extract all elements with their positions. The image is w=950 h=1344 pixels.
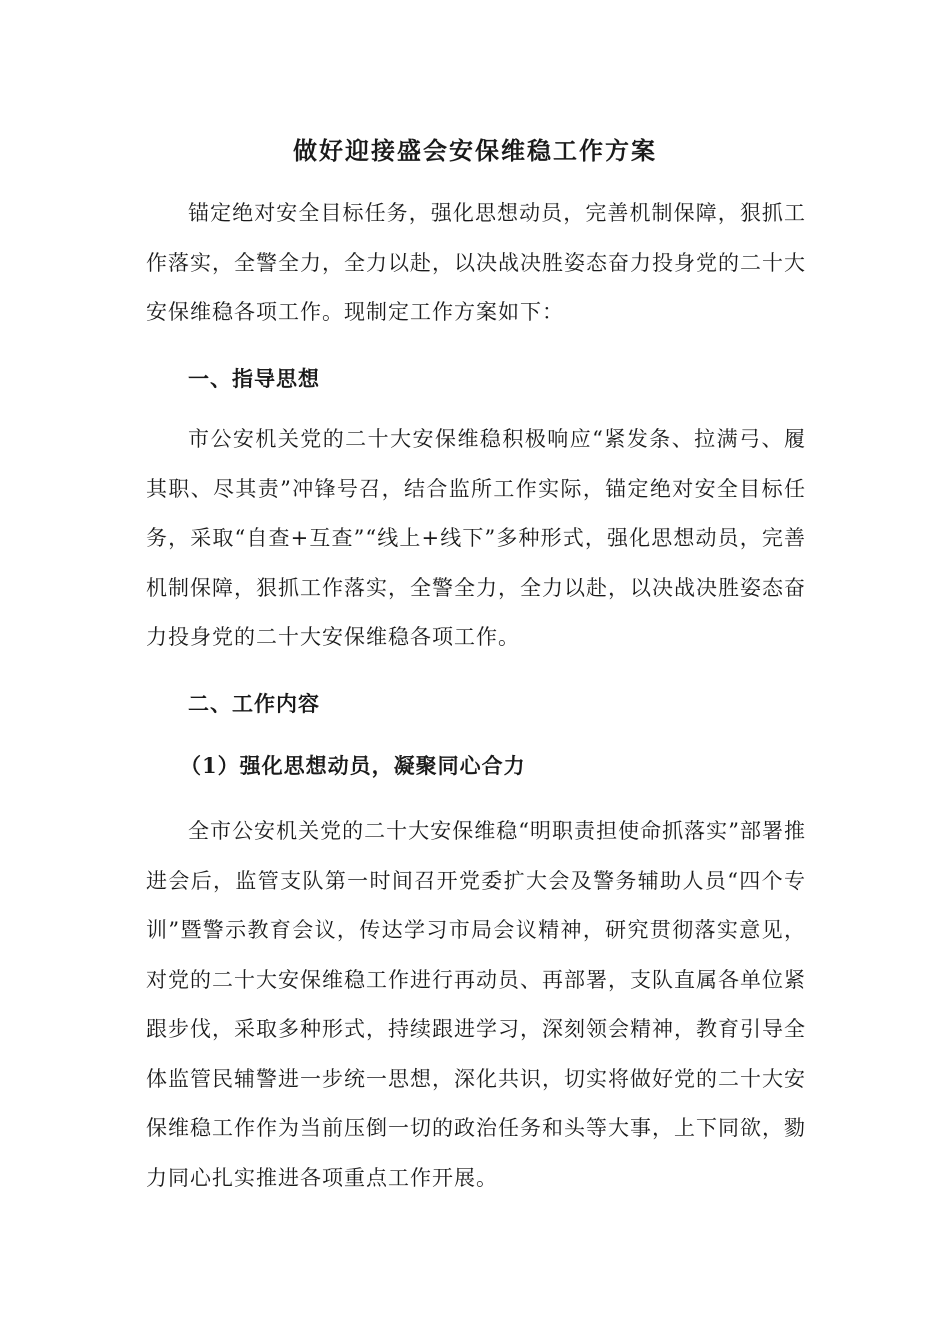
section-heading-guiding-ideology: 一、指导思想: [188, 366, 320, 391]
document-title: 做好迎接盛会安保维稳工作方案: [293, 136, 657, 165]
intro-paragraph: 锚定绝对安全目标任务，强化思想动员，完善机制保障，狠抓工作落实，全警全力，全力以赴，以决战决胜姿态奋力投身党的二十大安保维稳各项工作。现制定工作方案如下：: [146, 201, 806, 324]
ideological-mobilization-paragraph: 全市公安机关党的二十大安保维稳“明职责担使命抓落实”部署推进会后，监管支队第一时间召开党委扩大会及警务辅助人员“四个专训”暨警示教育会议，传达学习市局会议精神，研究贯彻落实意见，对党的二十大安保维稳工作进行再动员、再部署，支队直属各单位紧跟步伐，采取多种形式，持续跟进学习，深刻领会精神，教育引导全体监管民辅警进一步统一思想，深化共识，切实将做好党的二十大安保维稳工作作为当前压倒一切的政治任务和头等大事，上下同欲，勠力同心扎实推进各项重点工作开展。: [146, 819, 806, 1190]
section-heading-work-content: 二、工作内容: [188, 691, 320, 716]
subsection-heading-ideological-mobilization: （1）强化思想动员，凝聚同心合力: [180, 753, 526, 778]
guiding-ideology-paragraph: 市公安机关党的二十大安保维稳积极响应“紧发条、拉满弓、履其职、尽其责”冲锋号召，结合监所工作实际，锚定绝对安全目标任务，采取“自查+互查”“线上+线下”多种形式，强化思想动员，完善机制保障，狠抓工作落实，全警全力，全力以赴，以决战决胜姿态奋力投身党的二十大安保维稳各项工作。: [146, 427, 806, 649]
